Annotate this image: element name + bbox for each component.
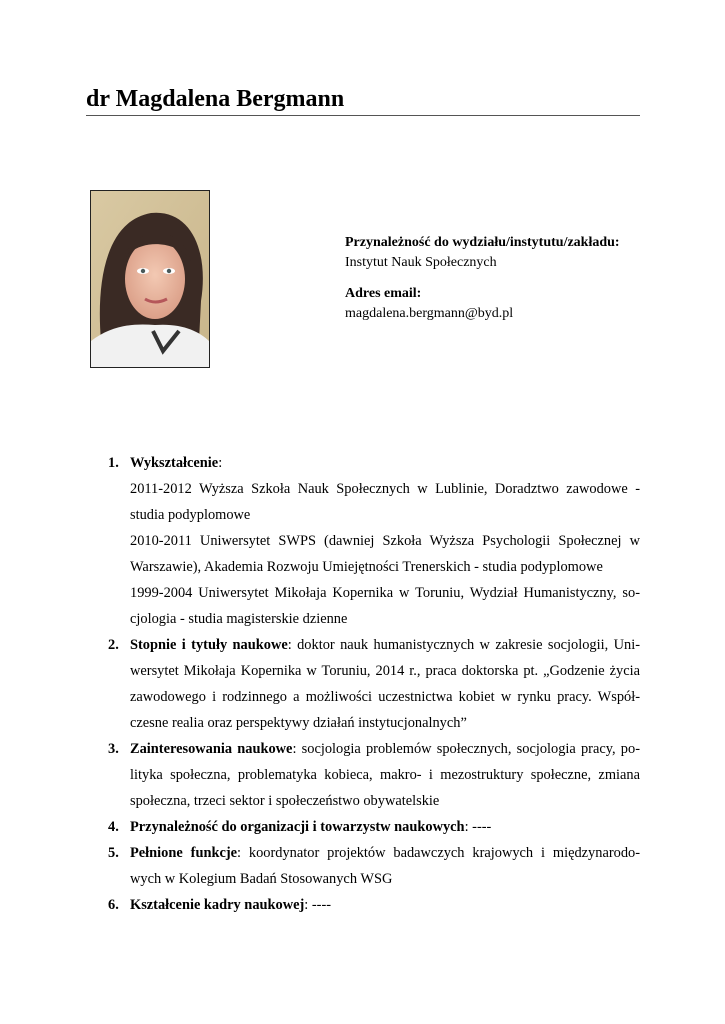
item-line: społeczna, trzeci sektor i społeczeństwo obywatelskie — [130, 793, 440, 809]
profile-photo — [90, 190, 210, 368]
list-item-organizations — [96, 814, 640, 840]
item-line: cjologia - studia magisterskie dzienne — [130, 611, 348, 627]
item-number: 4. — [108, 819, 119, 835]
cv-list — [96, 450, 640, 918]
item-heading: Zainteresowania naukowe: socjologia problemów społecznych, socjologia pracy, po- — [130, 741, 640, 757]
item-number: 6. — [108, 897, 119, 913]
item-line: 1999-2004 Uniwersytet Mikołaja Kopernika w Toruniu, Wydział Humanistyczny, so- — [130, 585, 640, 601]
item-line: wych w Kolegium Badań Stosowanych WSG — [130, 871, 393, 887]
item-line: Warszawie), Akademia Rozwoju Umiejętności Trenerskich - studia podyplomowe — [130, 559, 603, 575]
list-item-staff-training — [96, 892, 640, 918]
item-line: wersytet Mikołaja Kopernika w Toruniu, 2014 r., praca doktorska pt. „Godzenie życia — [130, 663, 640, 679]
list-item-education — [96, 450, 640, 632]
email-value[interactable]: magdalena.bergmann@byd.pl — [345, 306, 514, 321]
email-label: Adres email: — [345, 286, 422, 301]
list-item-degrees — [96, 632, 640, 736]
item-heading: Wykształcenie: — [130, 455, 223, 471]
item-number: 1. — [108, 455, 119, 471]
item-line: 2011-2012 Wyższa Szkoła Nauk Społecznych w Lublinie, Doradztwo zawodowe - — [130, 481, 640, 497]
item-heading: Kształcenie kadry naukowej: ---- — [130, 897, 332, 913]
item-number: 2. — [108, 637, 119, 653]
faculty-value: Instytut Nauk Społecznych — [345, 255, 497, 270]
faculty-label: Przynależność do wydziału/instytutu/zakładu: — [345, 235, 620, 250]
item-heading: Stopnie i tytuły naukowe: doktor nauk humanistycznych w zakresie socjologii, Uni- — [130, 637, 640, 653]
item-number: 3. — [108, 741, 119, 757]
item-line: zawodowego i rodzinnego a możliwości uczestnictwa kobiet w rynku pracy. Współ- — [130, 689, 640, 705]
item-line: studia podyplomowe — [130, 507, 251, 523]
page-title: dr Magdalena Bergmann — [86, 84, 640, 116]
item-number: 5. — [108, 845, 119, 861]
item-heading: Przynależność do organizacji i towarzystw naukowych: ---- — [130, 819, 492, 835]
contact-info — [345, 233, 620, 335]
list-item-functions — [96, 840, 640, 892]
item-line: czesne realia oraz perspektywy działań instytucjonalnych” — [130, 715, 467, 731]
list-item-interests — [96, 736, 640, 814]
item-heading: Pełnione funkcje: koordynator projektów badawczych krajowych i międzynarodo- — [130, 845, 640, 861]
item-line: 2010-2011 Uniwersytet SWPS (dawniej Szkoła Wyższa Psychologii Społecznej w — [130, 533, 640, 549]
item-line: lityka społeczna, problematyka kobieca, makro- i mezostruktury społeczne, zmiana — [130, 767, 640, 783]
